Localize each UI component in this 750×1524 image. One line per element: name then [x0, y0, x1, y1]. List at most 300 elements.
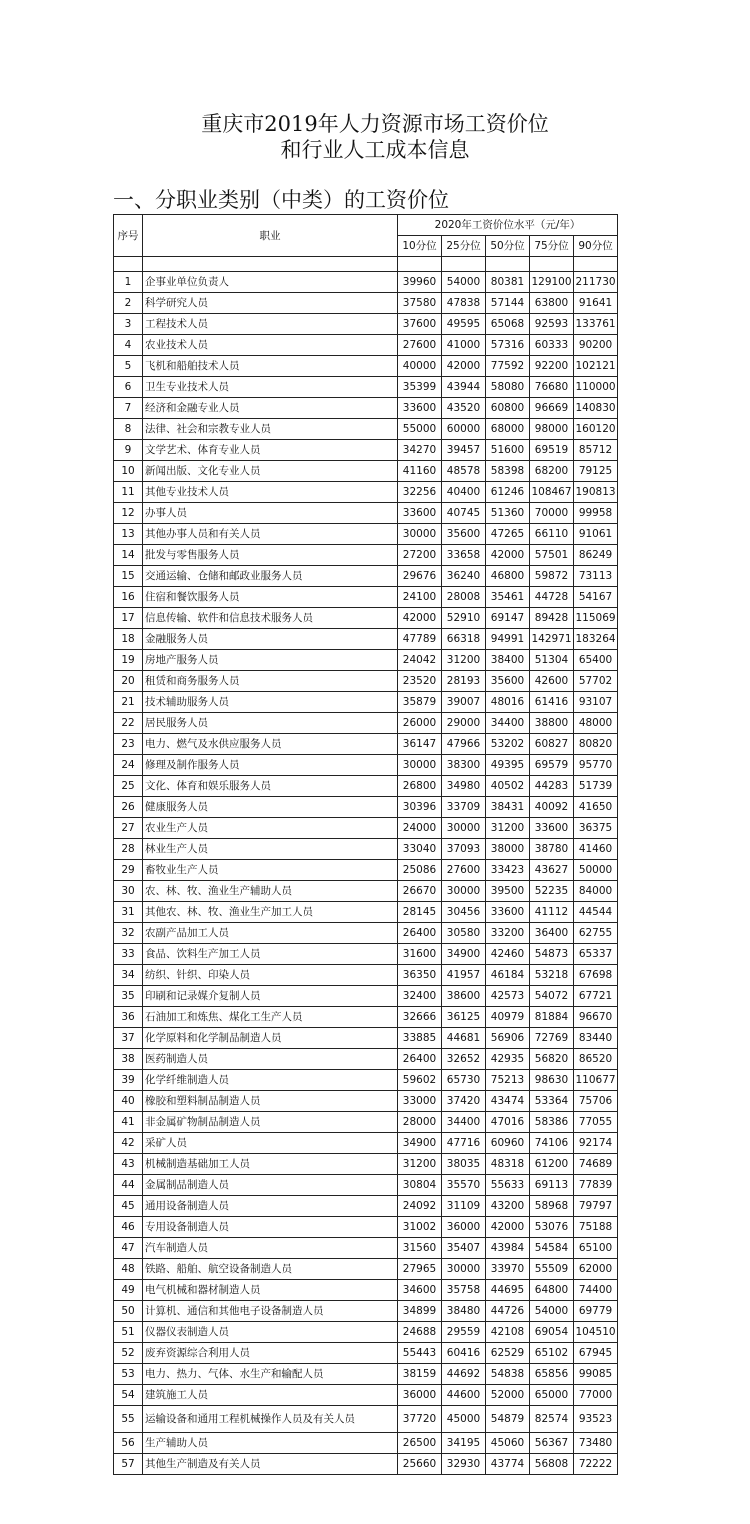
row-serial-number: 11	[114, 482, 143, 503]
row-wage-p50: 56906	[486, 1028, 530, 1049]
row-occupation: 居民服务人员	[143, 713, 398, 734]
table-row	[114, 1343, 618, 1364]
row-wage-p25: 30580	[442, 923, 486, 944]
row-wage-p90: 92174	[574, 1133, 618, 1154]
row-wage-p90: 91641	[574, 293, 618, 314]
row-wage-p25: 32930	[442, 1454, 486, 1475]
header-p90: 90分位	[574, 236, 618, 257]
row-wage-p90: 75706	[574, 1091, 618, 1112]
row-wage-p25: 43944	[442, 377, 486, 398]
row-occupation: 橡胶和塑料制品制造人员	[143, 1091, 398, 1112]
row-wage-p50: 33200	[486, 923, 530, 944]
row-wage-p90: 36375	[574, 818, 618, 839]
row-wage-p50: 69147	[486, 608, 530, 629]
row-wage-p75: 65856	[530, 1364, 574, 1385]
row-wage-p90: 80820	[574, 734, 618, 755]
row-occupation: 其他农、林、牧、渔业生产加工人员	[143, 902, 398, 923]
row-wage-p10: 30804	[398, 1175, 442, 1196]
table-row	[114, 398, 618, 419]
row-wage-p90: 91061	[574, 524, 618, 545]
table-row	[114, 1049, 618, 1070]
row-wage-p90: 104510	[574, 1322, 618, 1343]
row-wage-p10: 37720	[398, 1406, 442, 1433]
row-wage-p90: 95770	[574, 755, 618, 776]
row-wage-p10: 26400	[398, 1049, 442, 1070]
row-wage-p90: 51739	[574, 776, 618, 797]
row-serial-number: 19	[114, 650, 143, 671]
row-occupation: 非金属矿物制品制造人员	[143, 1112, 398, 1133]
row-wage-p75: 40092	[530, 797, 574, 818]
spacer-cell	[486, 257, 530, 272]
row-wage-p50: 54838	[486, 1364, 530, 1385]
row-serial-number: 28	[114, 839, 143, 860]
row-wage-p25: 44600	[442, 1385, 486, 1406]
row-wage-p10: 41160	[398, 461, 442, 482]
table-row	[114, 1433, 618, 1454]
row-wage-p25: 43520	[442, 398, 486, 419]
row-wage-p25: 41000	[442, 335, 486, 356]
row-serial-number: 13	[114, 524, 143, 545]
row-serial-number: 55	[114, 1406, 143, 1433]
row-wage-p75: 33600	[530, 818, 574, 839]
row-wage-p25: 37093	[442, 839, 486, 860]
row-serial-number: 16	[114, 587, 143, 608]
row-wage-p75: 69113	[530, 1175, 574, 1196]
row-occupation: 电力、燃气及水供应服务人员	[143, 734, 398, 755]
row-serial-number: 39	[114, 1070, 143, 1091]
row-wage-p10: 34900	[398, 1133, 442, 1154]
row-wage-p25: 66318	[442, 629, 486, 650]
row-wage-p50: 43200	[486, 1196, 530, 1217]
row-wage-p10: 31200	[398, 1154, 442, 1175]
row-wage-p75: 61200	[530, 1154, 574, 1175]
row-wage-p25: 40400	[442, 482, 486, 503]
row-wage-p50: 31200	[486, 818, 530, 839]
table-row	[114, 860, 618, 881]
row-wage-p50: 45060	[486, 1433, 530, 1454]
table-row	[114, 293, 618, 314]
row-wage-p90: 211730	[574, 272, 618, 293]
spacer-cell	[114, 257, 143, 272]
row-serial-number: 23	[114, 734, 143, 755]
row-wage-p10: 24100	[398, 587, 442, 608]
row-wage-p25: 29559	[442, 1322, 486, 1343]
row-occupation: 纺织、针织、印染人员	[143, 965, 398, 986]
table-row	[114, 1196, 618, 1217]
row-wage-p50: 34400	[486, 713, 530, 734]
table-row	[114, 1112, 618, 1133]
row-wage-p50: 46800	[486, 566, 530, 587]
row-wage-p90: 77000	[574, 1385, 618, 1406]
row-wage-p90: 72222	[574, 1454, 618, 1475]
row-wage-p50: 43474	[486, 1091, 530, 1112]
spacer-cell	[398, 257, 442, 272]
row-serial-number: 27	[114, 818, 143, 839]
row-wage-p75: 89428	[530, 608, 574, 629]
row-wage-p50: 60960	[486, 1133, 530, 1154]
row-wage-p75: 65000	[530, 1385, 574, 1406]
row-wage-p75: 74106	[530, 1133, 574, 1154]
row-wage-p50: 44695	[486, 1280, 530, 1301]
row-occupation: 化学原料和化学制品制造人员	[143, 1028, 398, 1049]
row-occupation: 经济和金融专业人员	[143, 398, 398, 419]
row-wage-p75: 54072	[530, 986, 574, 1007]
row-wage-p90: 74400	[574, 1280, 618, 1301]
row-wage-p10: 24000	[398, 818, 442, 839]
spacer-cell	[530, 257, 574, 272]
row-wage-p90: 77055	[574, 1112, 618, 1133]
row-wage-p75: 44283	[530, 776, 574, 797]
row-wage-p25: 44681	[442, 1028, 486, 1049]
row-wage-p50: 42108	[486, 1322, 530, 1343]
row-occupation: 运输设备和通用工程机械操作人员及有关人员	[143, 1406, 398, 1433]
row-serial-number: 12	[114, 503, 143, 524]
row-serial-number: 26	[114, 797, 143, 818]
row-serial-number: 47	[114, 1238, 143, 1259]
row-wage-p50: 47265	[486, 524, 530, 545]
table-row	[114, 692, 618, 713]
row-occupation: 铁路、船舶、航空设备制造人员	[143, 1259, 398, 1280]
row-wage-p25: 34980	[442, 776, 486, 797]
row-wage-p50: 65068	[486, 314, 530, 335]
row-serial-number: 4	[114, 335, 143, 356]
row-wage-p90: 110677	[574, 1070, 618, 1091]
row-wage-p25: 30000	[442, 1259, 486, 1280]
row-wage-p25: 38035	[442, 1154, 486, 1175]
row-wage-p90: 41460	[574, 839, 618, 860]
row-wage-p90: 73480	[574, 1433, 618, 1454]
row-wage-p50: 43984	[486, 1238, 530, 1259]
row-wage-p90: 54167	[574, 587, 618, 608]
row-wage-p25: 39457	[442, 440, 486, 461]
row-serial-number: 29	[114, 860, 143, 881]
row-wage-p10: 27200	[398, 545, 442, 566]
row-wage-p75: 54873	[530, 944, 574, 965]
row-occupation: 企事业单位负责人	[143, 272, 398, 293]
table-row	[114, 482, 618, 503]
row-serial-number: 46	[114, 1217, 143, 1238]
row-wage-p75: 68200	[530, 461, 574, 482]
row-wage-p10: 36350	[398, 965, 442, 986]
row-wage-p90: 115069	[574, 608, 618, 629]
row-wage-p90: 65400	[574, 650, 618, 671]
row-wage-p50: 55633	[486, 1175, 530, 1196]
spacer-cell	[442, 257, 486, 272]
row-wage-p50: 42935	[486, 1049, 530, 1070]
document-title-line1: 重庆市2019年人力资源市场工资价位	[201, 112, 549, 136]
row-wage-p75: 44728	[530, 587, 574, 608]
row-occupation: 批发与零售服务人员	[143, 545, 398, 566]
row-wage-p75: 66110	[530, 524, 574, 545]
row-occupation: 修理及制作服务人员	[143, 755, 398, 776]
row-wage-p75: 53218	[530, 965, 574, 986]
row-wage-p10: 24688	[398, 1322, 442, 1343]
row-wage-p50: 46184	[486, 965, 530, 986]
row-serial-number: 25	[114, 776, 143, 797]
row-wage-p25: 54000	[442, 272, 486, 293]
row-serial-number: 42	[114, 1133, 143, 1154]
row-occupation: 文化、体育和娱乐服务人员	[143, 776, 398, 797]
row-wage-p25: 36000	[442, 1217, 486, 1238]
row-wage-p90: 99085	[574, 1364, 618, 1385]
row-wage-p90: 65337	[574, 944, 618, 965]
table-row	[114, 503, 618, 524]
row-wage-p25: 35600	[442, 524, 486, 545]
row-wage-p50: 33600	[486, 902, 530, 923]
row-occupation: 农业生产人员	[143, 818, 398, 839]
row-wage-p75: 81884	[530, 1007, 574, 1028]
row-wage-p50: 51600	[486, 440, 530, 461]
row-occupation: 金融服务人员	[143, 629, 398, 650]
row-wage-p90: 73113	[574, 566, 618, 587]
row-wage-p25: 38300	[442, 755, 486, 776]
row-wage-p90: 79125	[574, 461, 618, 482]
row-wage-p90: 44544	[574, 902, 618, 923]
row-serial-number: 57	[114, 1454, 143, 1475]
row-serial-number: 51	[114, 1322, 143, 1343]
row-wage-p25: 34900	[442, 944, 486, 965]
wage-table-body	[114, 257, 618, 1475]
table-row	[114, 1028, 618, 1049]
wage-table	[113, 214, 618, 1475]
row-wage-p25: 60000	[442, 419, 486, 440]
row-wage-p50: 77592	[486, 356, 530, 377]
row-wage-p75: 54584	[530, 1238, 574, 1259]
row-wage-p75: 60333	[530, 335, 574, 356]
row-wage-p75: 55509	[530, 1259, 574, 1280]
header-p75: 75分位	[530, 236, 574, 257]
row-wage-p25: 28193	[442, 671, 486, 692]
row-wage-p10: 30000	[398, 755, 442, 776]
row-wage-p90: 62755	[574, 923, 618, 944]
row-wage-p50: 58080	[486, 377, 530, 398]
row-wage-p10: 30000	[398, 524, 442, 545]
row-occupation: 交通运输、仓储和邮政业服务人员	[143, 566, 398, 587]
row-wage-p10: 25086	[398, 860, 442, 881]
row-wage-p75: 56367	[530, 1433, 574, 1454]
row-occupation: 食品、饮料生产加工人员	[143, 944, 398, 965]
row-wage-p90: 67945	[574, 1343, 618, 1364]
row-wage-p50: 61246	[486, 482, 530, 503]
row-occupation: 信息传输、软件和信息技术服务人员	[143, 608, 398, 629]
table-row	[114, 335, 618, 356]
table-row	[114, 965, 618, 986]
row-wage-p75: 92200	[530, 356, 574, 377]
table-row	[114, 377, 618, 398]
row-wage-p25: 52910	[442, 608, 486, 629]
row-serial-number: 38	[114, 1049, 143, 1070]
row-wage-p25: 39007	[442, 692, 486, 713]
row-wage-p75: 53364	[530, 1091, 574, 1112]
row-wage-p75: 129100	[530, 272, 574, 293]
row-wage-p90: 140830	[574, 398, 618, 419]
row-wage-p25: 47716	[442, 1133, 486, 1154]
row-wage-p90: 86520	[574, 1049, 618, 1070]
row-wage-p10: 34270	[398, 440, 442, 461]
row-wage-p10: 33600	[398, 398, 442, 419]
row-occupation: 印刷和记录媒介复制人员	[143, 986, 398, 1007]
row-wage-p90: 93107	[574, 692, 618, 713]
row-wage-p10: 28000	[398, 1112, 442, 1133]
table-row	[114, 818, 618, 839]
row-wage-p50: 58398	[486, 461, 530, 482]
row-wage-p75: 108467	[530, 482, 574, 503]
row-occupation: 建筑施工人员	[143, 1385, 398, 1406]
row-wage-p25: 60416	[442, 1343, 486, 1364]
row-wage-p75: 41112	[530, 902, 574, 923]
table-row	[114, 1133, 618, 1154]
table-row	[114, 944, 618, 965]
row-wage-p50: 75213	[486, 1070, 530, 1091]
row-wage-p90: 90200	[574, 335, 618, 356]
row-wage-p25: 31109	[442, 1196, 486, 1217]
row-wage-p50: 94991	[486, 629, 530, 650]
row-wage-p90: 62000	[574, 1259, 618, 1280]
row-wage-p25: 36125	[442, 1007, 486, 1028]
row-serial-number: 10	[114, 461, 143, 482]
row-wage-p25: 41957	[442, 965, 486, 986]
row-wage-p10: 26670	[398, 881, 442, 902]
row-wage-p75: 52235	[530, 881, 574, 902]
table-row	[114, 797, 618, 818]
row-wage-p25: 28008	[442, 587, 486, 608]
row-wage-p25: 44692	[442, 1364, 486, 1385]
row-wage-p25: 47838	[442, 293, 486, 314]
row-wage-p25: 45000	[442, 1406, 486, 1433]
row-wage-p50: 54879	[486, 1406, 530, 1433]
row-serial-number: 44	[114, 1175, 143, 1196]
section-title: 一、分职业类别（中类）的工资价位	[113, 188, 449, 212]
row-wage-p90: 84000	[574, 881, 618, 902]
row-serial-number: 56	[114, 1433, 143, 1454]
row-wage-p10: 59602	[398, 1070, 442, 1091]
row-occupation: 生产辅助人员	[143, 1433, 398, 1454]
row-occupation: 工程技术人员	[143, 314, 398, 335]
row-wage-p90: 41650	[574, 797, 618, 818]
row-occupation: 机械制造基础加工人员	[143, 1154, 398, 1175]
table-row	[114, 734, 618, 755]
row-occupation: 计算机、通信和其他电子设备制造人员	[143, 1301, 398, 1322]
row-occupation: 农业技术人员	[143, 335, 398, 356]
row-serial-number: 18	[114, 629, 143, 650]
row-wage-p75: 82574	[530, 1406, 574, 1433]
row-wage-p10: 34899	[398, 1301, 442, 1322]
row-serial-number: 21	[114, 692, 143, 713]
row-wage-p75: 69579	[530, 755, 574, 776]
row-serial-number: 9	[114, 440, 143, 461]
row-wage-p10: 27965	[398, 1259, 442, 1280]
row-wage-p10: 37600	[398, 314, 442, 335]
row-occupation: 其他办事人员和有关人员	[143, 524, 398, 545]
row-wage-p90: 183264	[574, 629, 618, 650]
row-wage-p90: 86249	[574, 545, 618, 566]
row-wage-p75: 36400	[530, 923, 574, 944]
table-row	[114, 1175, 618, 1196]
table-row	[114, 755, 618, 776]
row-wage-p10: 33885	[398, 1028, 442, 1049]
row-wage-p50: 48016	[486, 692, 530, 713]
row-serial-number: 45	[114, 1196, 143, 1217]
row-wage-p75: 53076	[530, 1217, 574, 1238]
row-wage-p50: 42460	[486, 944, 530, 965]
row-wage-p25: 33658	[442, 545, 486, 566]
row-wage-p75: 43627	[530, 860, 574, 881]
row-wage-p75: 38780	[530, 839, 574, 860]
row-wage-p75: 76680	[530, 377, 574, 398]
row-wage-p75: 96669	[530, 398, 574, 419]
row-wage-p50: 42000	[486, 545, 530, 566]
header-occupation: 职业	[143, 215, 398, 257]
table-row	[114, 1070, 618, 1091]
row-serial-number: 49	[114, 1280, 143, 1301]
table-spacer-row	[114, 257, 618, 272]
row-wage-p50: 47016	[486, 1112, 530, 1133]
header-p50: 50分位	[486, 236, 530, 257]
row-wage-p10: 25660	[398, 1454, 442, 1475]
row-wage-p10: 40000	[398, 356, 442, 377]
row-wage-p75: 98000	[530, 419, 574, 440]
row-occupation: 卫生专业技术人员	[143, 377, 398, 398]
row-wage-p50: 57316	[486, 335, 530, 356]
row-serial-number: 43	[114, 1154, 143, 1175]
table-row	[114, 545, 618, 566]
row-wage-p25: 38600	[442, 986, 486, 1007]
row-wage-p75: 57501	[530, 545, 574, 566]
row-wage-p10: 39960	[398, 272, 442, 293]
row-wage-p90: 75188	[574, 1217, 618, 1238]
table-row	[114, 986, 618, 1007]
row-wage-p25: 42000	[442, 356, 486, 377]
table-row	[114, 1454, 618, 1475]
row-wage-p90: 96670	[574, 1007, 618, 1028]
row-wage-p50: 38000	[486, 839, 530, 860]
row-wage-p90: 48000	[574, 713, 618, 734]
table-row	[114, 461, 618, 482]
row-occupation: 租赁和商务服务人员	[143, 671, 398, 692]
row-wage-p50: 33423	[486, 860, 530, 881]
row-wage-p50: 44726	[486, 1301, 530, 1322]
row-wage-p25: 35570	[442, 1175, 486, 1196]
row-wage-p75: 56820	[530, 1049, 574, 1070]
table-row	[114, 1322, 618, 1343]
row-wage-p10: 26000	[398, 713, 442, 734]
row-wage-p25: 30000	[442, 818, 486, 839]
row-wage-p90: 65100	[574, 1238, 618, 1259]
row-wage-p25: 34195	[442, 1433, 486, 1454]
row-serial-number: 8	[114, 419, 143, 440]
row-occupation: 化学纤维制造人员	[143, 1070, 398, 1091]
table-row	[114, 1364, 618, 1385]
row-wage-p75: 58386	[530, 1112, 574, 1133]
row-occupation: 农、林、牧、渔业生产辅助人员	[143, 881, 398, 902]
row-wage-p25: 49595	[442, 314, 486, 335]
row-wage-p25: 33709	[442, 797, 486, 818]
row-occupation: 电力、热力、气体、水生产和输配人员	[143, 1364, 398, 1385]
row-serial-number: 2	[114, 293, 143, 314]
row-wage-p50: 40979	[486, 1007, 530, 1028]
row-wage-p10: 42000	[398, 608, 442, 629]
row-occupation: 新闻出版、文化专业人员	[143, 461, 398, 482]
row-wage-p50: 80381	[486, 272, 530, 293]
row-serial-number: 7	[114, 398, 143, 419]
row-wage-p10: 55000	[398, 419, 442, 440]
row-wage-p75: 142971	[530, 629, 574, 650]
row-wage-p10: 36147	[398, 734, 442, 755]
row-wage-p90: 133761	[574, 314, 618, 335]
row-wage-p25: 35758	[442, 1280, 486, 1301]
table-row	[114, 1301, 618, 1322]
row-wage-p10: 55443	[398, 1343, 442, 1364]
